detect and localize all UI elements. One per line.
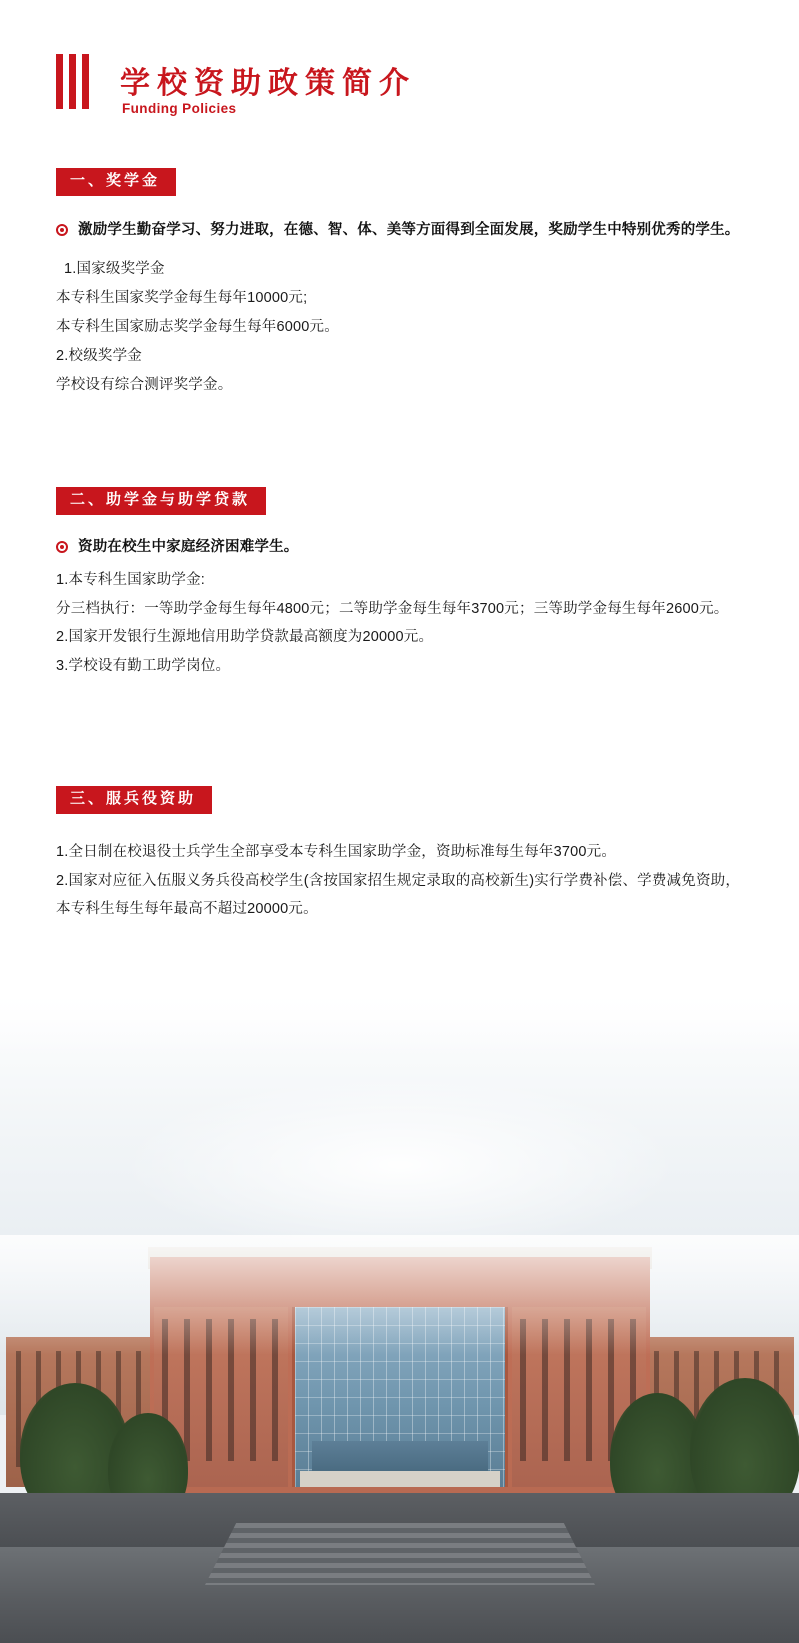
photo-entrance-canopy <box>300 1471 500 1487</box>
section-scholarship <box>0 168 799 400</box>
section-lead <box>56 218 743 243</box>
paragraph: 3.学校设有勤工助学岗位。 <box>56 658 231 675</box>
photo-steps <box>205 1523 595 1585</box>
section-body <box>56 535 743 682</box>
paragraph: 本专科生国家奖学金每生每年10000元; <box>56 289 308 306</box>
paragraph: 1.本专科生国家助学金: <box>56 571 206 588</box>
page-subtitle: Funding Policies <box>122 101 237 116</box>
paragraph: 2.国家对应征入伍服义务兵役高校学生(含按国家招生规定录取的高校新生)实行学费补偿、学费减免资助，本专科生每生每年最高不超过20000元。 <box>56 872 741 917</box>
campus-photo <box>0 985 799 1643</box>
paragraph: 学校设有综合测评奖学金。 <box>56 376 233 393</box>
section-heading: 一、奖学金 <box>56 168 176 196</box>
bullet-dot-icon <box>56 541 68 553</box>
page-title: 学校资助政策简介 <box>120 67 416 100</box>
paragraph: 2.国家开发银行生源地信用助学贷款最高额度为20000元。 <box>56 629 434 646</box>
section-lead-text: 资助在校生中家庭经济困难学生。 <box>78 538 299 555</box>
paragraph: 1.国家级奖学金 <box>64 260 165 277</box>
paragraph: 1.全日制在校退役士兵学生全部享受本专科生国家助学金，资助标准每生每年3700元。 <box>56 843 617 860</box>
photo-entrance-glass <box>312 1441 488 1473</box>
section-heading: 二、助学金与助学贷款 <box>56 487 266 515</box>
section-lead <box>56 535 743 560</box>
header-bars-icon <box>56 54 89 109</box>
page-header <box>0 0 799 150</box>
section-lead-text: 激励学生勤奋学习、努力进取，在德、智、体、美等方面得到全面发展，奖励学生中特别优秀的学生。 <box>78 221 740 238</box>
bullet-dot-icon <box>56 224 68 236</box>
paragraph: 2.校级奖学金 <box>56 347 142 364</box>
section-military-service <box>0 786 799 923</box>
section-heading: 三、服兵役资助 <box>56 786 212 814</box>
section-grants-loans <box>0 487 799 681</box>
section-body <box>56 218 743 400</box>
paragraph: 分三档执行：一等助学金每生每年4800元；二等助学金每生每年3700元；三等助学金每生每年2600元。 <box>56 600 729 617</box>
section-body <box>56 838 743 924</box>
paragraph: 本专科生国家励志奖学金每生每年6000元。 <box>56 318 339 335</box>
